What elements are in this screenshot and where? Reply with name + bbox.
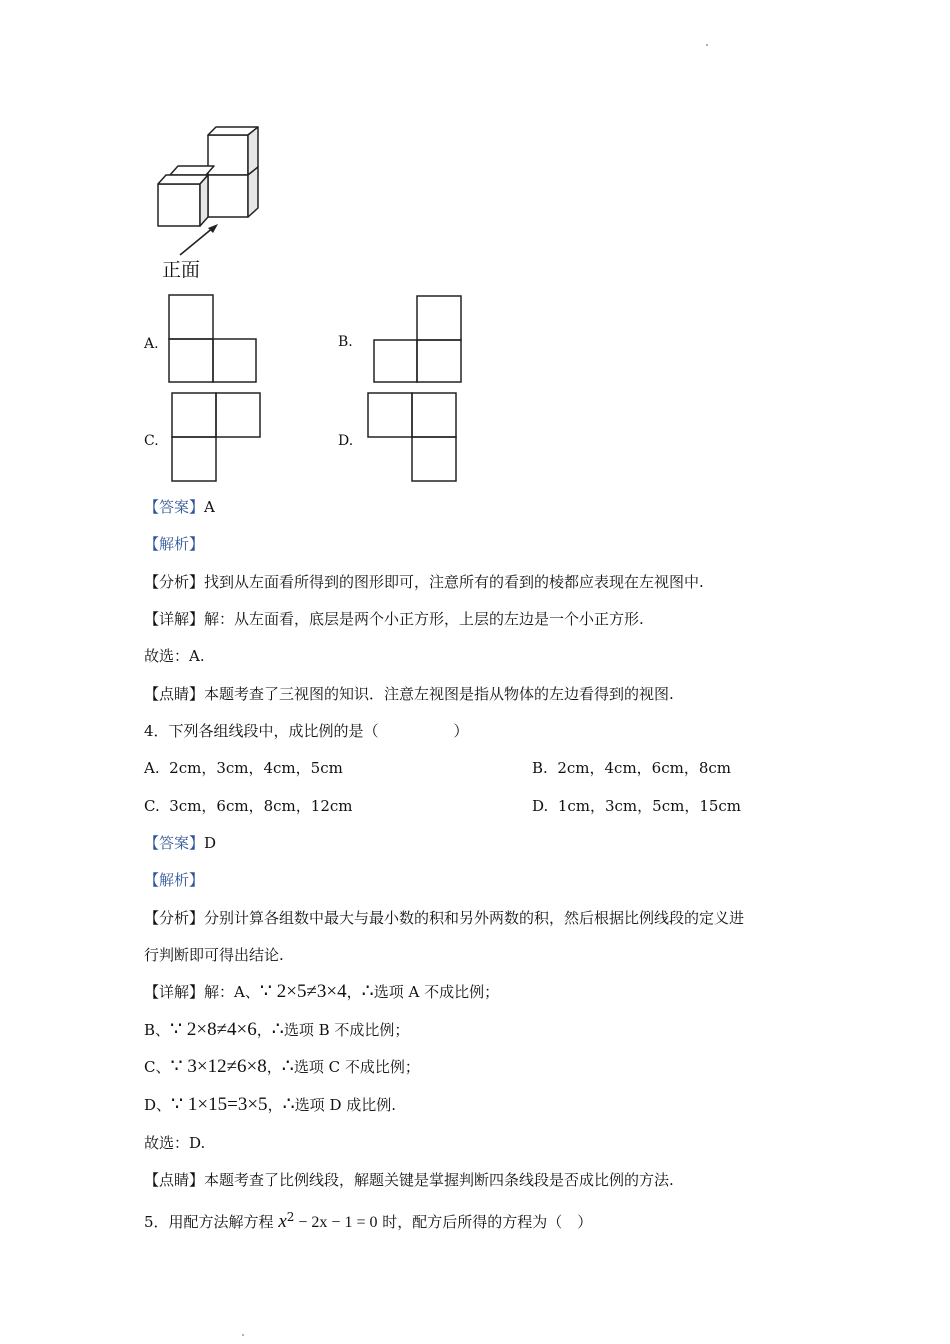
q4-step-b: B、∵ 2×8≠4×6，∴选项 B 不成比例； [144,1019,410,1040]
front-direction-label: 正面 [162,259,201,281]
q3-answer-line [144,497,215,517]
page-mark-dot [242,1334,244,1336]
step-prefix: B、 [144,1021,171,1039]
fenxi-tag: 【分析】 [144,573,205,591]
option-b-label: B. [338,334,353,350]
q3-fenxi-line [144,572,704,592]
dianjing-text: 本题考查了三视图的知识．注意左视图是指从物体的左边看得到的视图. [204,685,674,703]
option-a-label: A. [144,336,159,352]
q4-fenxi-line-2: 行判断即可得出结论. [144,946,284,964]
option-d-label: D. [338,433,354,449]
xiangjie-text: 解：从左面看，底层是两个小正方形，上层的左边是一个小正方形. [204,610,644,628]
dianjing-text: 本题考查了比例线段，解题关键是掌握判断四条线段是否成比例的方法. [204,1171,674,1189]
step-conclusion: 选项 C 不成比例； [293,1058,420,1076]
because-symbol: ∵ [259,981,272,1002]
q4-option-b-text: 2cm，4cm，6cm，8cm [557,759,732,777]
step-expression: 3×12≠6×8 [187,1056,267,1077]
equation-rest: − 2x − 1 = 0 [294,1214,378,1231]
step-prefix: C、 [144,1058,171,1076]
step-conclusion: 选项 A 不成比例； [373,983,500,1001]
q4-option-b [532,758,731,778]
q4-option-d [532,796,741,816]
q4-answer-line [144,833,216,853]
q4-fenxi-line-1 [144,908,744,928]
option-c-label: C. [144,433,159,449]
q4-stem: 4．下列各组线段中，成比例的是（ ） [144,722,469,740]
page-mark-dot [706,44,708,46]
therefore-symbol: ∴ [282,1094,295,1115]
answer-value: A [204,498,215,516]
therefore-symbol: ∴ [271,1019,284,1040]
because-symbol: ∵ [171,1094,184,1115]
fenxi-text: 找到从左面看所得到的图形即可，注意所有的看到的棱都应表现在左视图中. [204,573,704,591]
step-expression: 2×5≠3×4 [276,981,347,1002]
q4-option-d-label: D. [532,797,549,815]
answer-value: D [204,834,217,852]
answer-tag: 【答案】 [144,834,205,852]
because-symbol: ∵ [170,1056,183,1077]
q4-option-c [144,796,352,816]
q4-step-a: 【详解】解：A、∵ 2×5≠3×4，∴选项 A 不成比例； [144,981,500,1002]
equation-exponent: 2 [286,1210,295,1224]
fenxi-text: 分别计算各组数中最大与最小数的积和另外两数的积，然后根据比例线段的定义进 [204,909,745,927]
q4-option-d-text: 1cm，3cm，5cm，15cm [557,797,742,815]
q5-stem-suffix: 时，配方后所得的方程为（ ） [382,1213,593,1231]
step-conclusion: 选项 D 成比例. [294,1096,397,1114]
q4-option-c-text: 3cm，6cm，8cm，12cm [169,797,353,815]
therefore-symbol: ∴ [281,1056,294,1077]
dianjing-tag: 【点睛】 [144,685,205,703]
analysis-tag: 【解析】 [144,871,205,889]
xiangjie-prefix: 解：A、 [204,983,260,1001]
equation-variable: x [278,1211,287,1232]
q4-option-a [144,758,343,778]
q5-stem-prefix: 5．用配方法解方程 [144,1213,274,1231]
q5-stem [144,1207,592,1233]
q4-option-a-text: 2cm，3cm，4cm，5cm [169,759,343,777]
dianjing-tag: 【点睛】 [144,1171,205,1189]
because-symbol: ∵ [170,1019,183,1040]
q3-choose-line: 故选：A. [144,647,205,665]
q4-step-c: C、∵ 3×12≠6×8，∴选项 C 不成比例； [144,1056,420,1077]
answer-tag: 【答案】 [144,498,205,516]
step-expression: 2×8≠4×6 [186,1019,257,1040]
option-c-view [171,392,263,484]
step-conclusion: 选项 B 不成比例； [283,1021,410,1039]
analysis-tag: 【解析】 [144,535,205,553]
step-expression: 1×15=3×5 [187,1094,268,1115]
option-b-view [373,295,465,385]
q4-option-a-label: A. [144,759,160,777]
option-a-view [168,294,260,384]
fenxi-tag: 【分析】 [144,909,205,927]
q3-xiangjie-line [144,609,644,629]
xiangjie-tag: 【详解】 [144,983,205,1001]
q4-dianjing-line [144,1170,674,1190]
q4-choose-line: 故选：D. [144,1134,206,1152]
q4-option-c-label: C. [144,797,160,815]
q4-step-d: D、∵ 1×15=3×5，∴选项 D 成比例. [144,1094,397,1115]
xiangjie-tag: 【详解】 [144,610,205,628]
therefore-symbol: ∴ [361,981,374,1002]
option-d-view [367,392,459,484]
q4-option-b-label: B. [532,759,548,777]
q3-dianjing-line [144,684,674,704]
step-prefix: D、 [144,1096,172,1114]
